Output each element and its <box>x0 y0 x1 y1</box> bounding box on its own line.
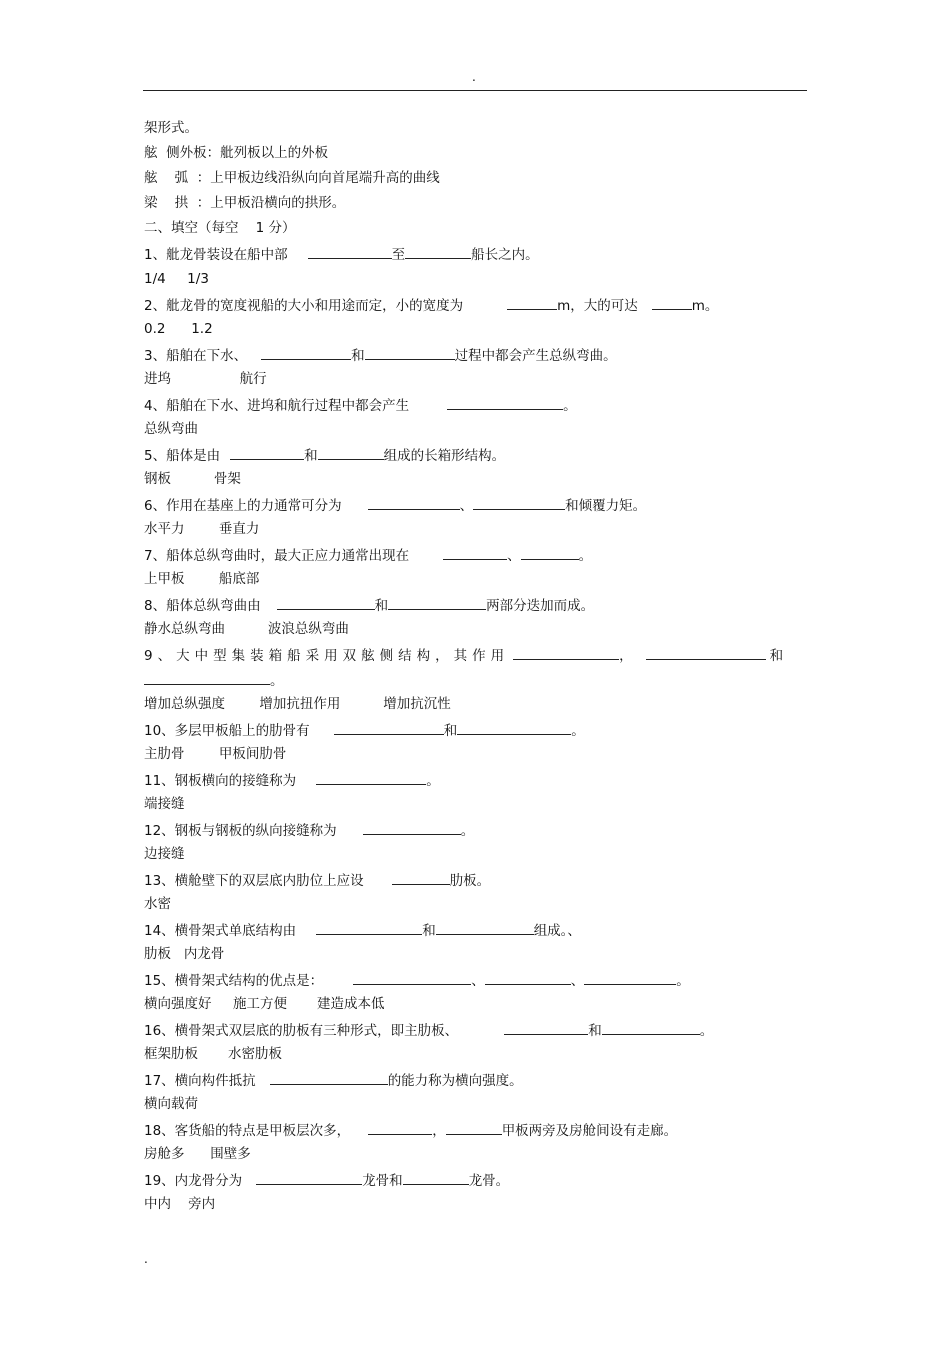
blank <box>513 645 619 660</box>
answer-10: 主肋骨 甲板间肋骨 <box>144 746 287 762</box>
answer-4: 总纵弯曲 <box>144 421 198 437</box>
blank <box>277 595 375 610</box>
answer-17: 横向载荷 <box>144 1096 198 1112</box>
question-8: 8、船体总纵弯曲由 和 两部分迭加而成。 <box>144 595 594 615</box>
intro-line-1: 架形式。 <box>144 120 198 136</box>
question-11: 11、钢板横向的接缝称为 。 <box>144 770 440 790</box>
answer-12: 边接缝 <box>144 846 185 862</box>
question-14: 14、横骨架式单底结构由 和 组成。、 <box>144 920 581 940</box>
blank <box>521 545 579 560</box>
question-4: 4、船舶在下水、进坞和航行过程中都会产生 。 <box>144 395 577 415</box>
blank <box>308 244 392 259</box>
intro-line-4: 梁 拱 ：上甲板沿横向的拱形。 <box>144 195 346 211</box>
section-heading: 二、填空（每空 1 分） <box>144 220 296 236</box>
blank <box>403 1170 469 1185</box>
question-13: 13、横舱壁下的双层底内肋位上应设 肋板。 <box>144 870 490 890</box>
intro-line-2: 舷 侧外板：舭列板以上的外板 <box>144 145 329 161</box>
answer-1: 1/4 1/3 <box>144 271 209 287</box>
blank <box>485 970 571 985</box>
blank <box>447 395 563 410</box>
blank <box>646 645 766 660</box>
footer-dot: . <box>144 1252 148 1266</box>
answer-9: 增加总纵强度 增加抗扭作用 增加抗沉性 <box>144 696 451 712</box>
intro-line-3: 舷 弧 ：上甲板边线沿纵向向首尾端升高的曲线 <box>144 170 440 186</box>
question-9: 9、大中型集装箱船采用双舷侧结构，其作用 ， 和 <box>144 645 788 665</box>
blank <box>368 1120 432 1135</box>
blank <box>318 445 384 460</box>
blank <box>436 920 534 935</box>
blank <box>144 670 270 685</box>
answer-16: 框架肋板 水密肋板 <box>144 1046 283 1062</box>
blank <box>270 1070 388 1085</box>
answer-2: 0.2 1.2 <box>144 321 213 337</box>
question-19: 19、内龙骨分为 龙骨和 龙骨。 <box>144 1170 509 1190</box>
answer-7: 上甲板 船底部 <box>144 571 260 587</box>
blank <box>443 545 507 560</box>
header-dot: . <box>472 70 476 84</box>
blank <box>446 1120 502 1135</box>
blank <box>473 495 565 510</box>
answer-6: 水平力 垂直力 <box>144 521 260 537</box>
question-10: 10、多层甲板船上的肋骨有 和 。 <box>144 720 585 740</box>
blank <box>230 445 304 460</box>
question-2: 2、舭龙骨的宽度视船的大小和用途而定，小的宽度为 m，大的可达 m。 <box>144 295 718 315</box>
answer-18: 房舱多 围壁多 <box>144 1146 251 1162</box>
question-18: 18、客货船的特点是甲板层次多， ， 甲板两旁及房舱间设有走廊。 <box>144 1120 677 1140</box>
question-17: 17、横向构件抵抗 的能力称为横向强度。 <box>144 1070 523 1090</box>
blank <box>334 720 444 735</box>
answer-19: 中内 旁内 <box>144 1196 216 1212</box>
blank <box>457 720 571 735</box>
blank <box>392 870 450 885</box>
question-7: 7、船体总纵弯曲时，最大正应力通常出现在 、 。 <box>144 545 592 565</box>
blank <box>363 820 461 835</box>
blank <box>405 244 471 259</box>
question-9-cont: 。 <box>144 670 284 690</box>
blank <box>316 770 426 785</box>
answer-13: 水密 <box>144 896 171 912</box>
answer-14: 肋板 内龙骨 <box>144 946 225 962</box>
answer-5: 钢板 骨架 <box>144 471 241 487</box>
question-12: 12、钢板与钢板的纵向接缝称为 。 <box>144 820 474 840</box>
question-3: 3、船舶在下水、 和 过程中都会产生总纵弯曲。 <box>144 345 617 365</box>
blank <box>256 1170 362 1185</box>
blank <box>507 295 557 310</box>
question-15: 15、横骨架式结构的优点是： 、 、 。 <box>144 970 690 990</box>
blank <box>316 920 422 935</box>
blank <box>652 295 692 310</box>
question-6: 6、作用在基座上的力通常可分为 、 和倾覆力矩。 <box>144 495 646 515</box>
blank <box>602 1020 700 1035</box>
blank <box>353 970 471 985</box>
answer-3: 进坞 航行 <box>144 371 267 387</box>
blank <box>365 345 455 360</box>
header-rule <box>143 90 807 91</box>
blank <box>261 345 351 360</box>
blank <box>368 495 460 510</box>
blank <box>584 970 676 985</box>
blank <box>504 1020 588 1035</box>
question-1: 1、舭龙骨装设在船中部 至 船长之内。 <box>144 244 539 264</box>
answer-8: 静水总纵弯曲 波浪总纵弯曲 <box>144 621 349 637</box>
blank <box>388 595 486 610</box>
answer-15: 横向强度好 施工方便 建造成本低 <box>144 996 385 1012</box>
question-16: 16、横骨架式双层底的肋板有三种形式，即主肋板、 和 。 <box>144 1020 713 1040</box>
question-5: 5、船体是由 和 组成的长箱形结构。 <box>144 445 505 465</box>
answer-11: 端接缝 <box>144 796 185 812</box>
